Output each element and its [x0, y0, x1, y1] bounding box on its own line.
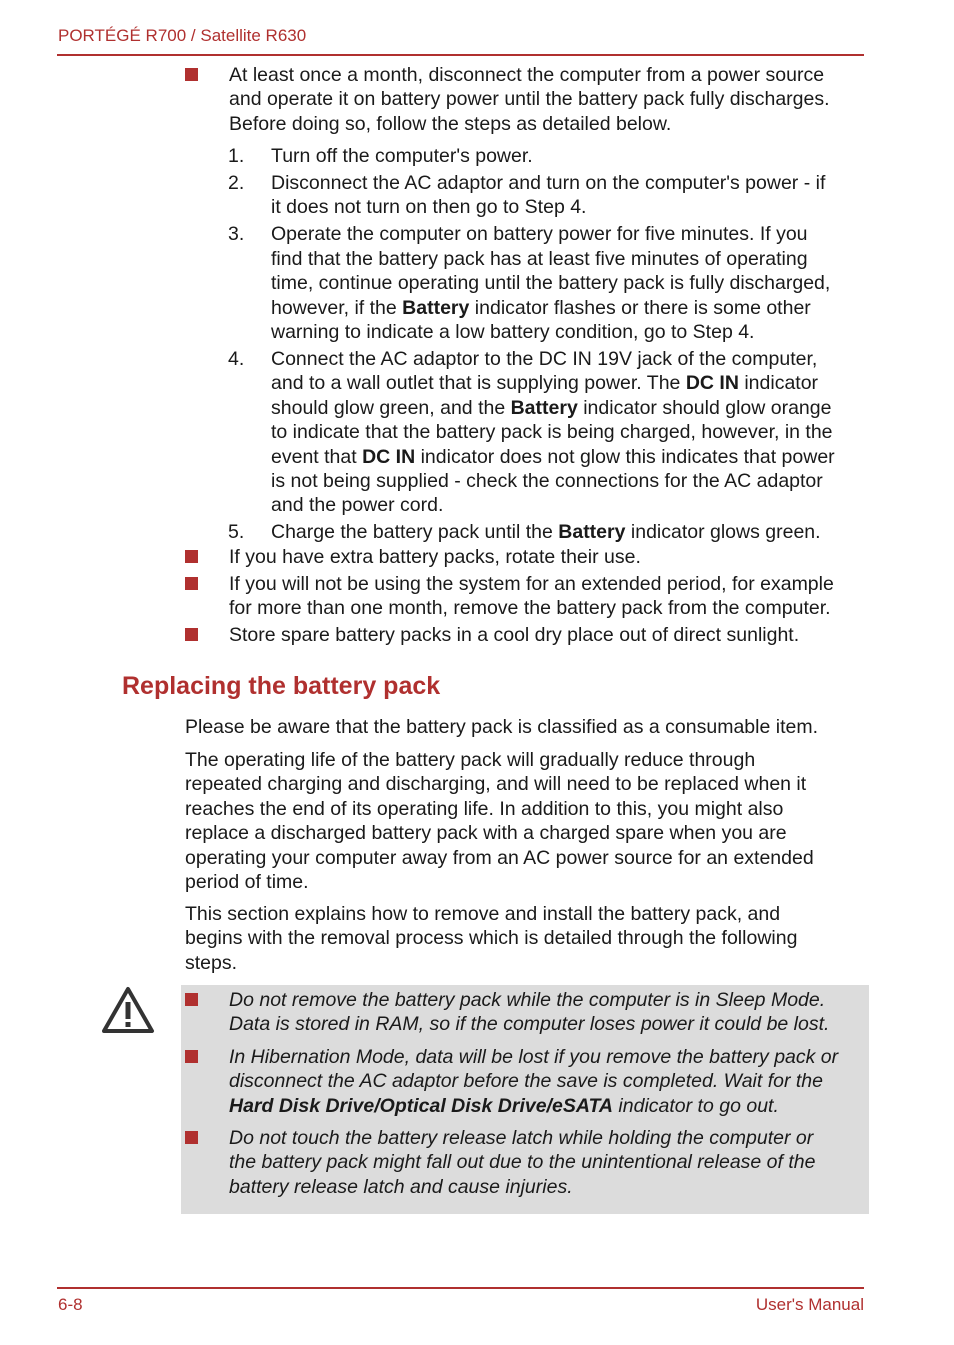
bullet-item: Store spare battery packs in a cool dry place out of direct sunlight.	[185, 623, 865, 647]
step-number: 3.	[228, 223, 245, 246]
dc-in-label: DC IN	[362, 445, 416, 468]
paragraph: This section explains how to remove and install the battery pack, and begins with the removal process which is detailed through the following steps.	[185, 903, 798, 974]
step-number: 5.	[228, 521, 245, 544]
bullet-square-icon	[185, 993, 198, 1006]
step-item: 4. Connect the AC adaptor to the DC IN 19V jack of the computer, and to a wall outlet that is supplying power. The DC IN indicator should glow green, and the Battery indicator should glow orange to indicate that the battery pack is being charged, however, in the event that DC IN indicator does not glow this indicates that power is not being supplied - check the connections for the AC adaptor and the power cord.	[228, 348, 835, 517]
step-item: 1. Turn off the computer's power.	[228, 145, 533, 167]
warning-item: Do not remove the battery pack while the computer is in Sleep Mode. Data is stored in RAM, so if the computer loses power it could be lost.	[185, 988, 869, 1037]
header-rule	[57, 54, 864, 56]
step-number: 4.	[228, 348, 245, 371]
drive-indicator-label: Hard Disk Drive/Optical Disk Drive/eSATA	[229, 1094, 614, 1117]
bullet-item: If you will not be using the system for an extended period, for example for more than one month, remove the battery pack from the computer.	[185, 572, 865, 621]
warning-item: Do not touch the battery release latch while holding the computer or the battery pack might fall out due to the unintentional release of the battery release latch and cause injuries.	[185, 1126, 869, 1199]
bullet-square-icon	[185, 68, 198, 81]
bullet-square-icon	[185, 550, 198, 563]
dc-in-label: DC IN	[685, 372, 739, 395]
battery-indicator-label: Battery	[510, 396, 578, 419]
battery-indicator-label: Battery	[402, 296, 470, 319]
step-number: 2.	[228, 172, 245, 194]
warning-item: In Hibernation Mode, data will be lost if you remove the battery pack or disconnect the AC adaptor before the save is completed. Wait for the Hard Disk Drive/Optical Disk Drive/eSATA indicator to go out.	[185, 1045, 869, 1118]
page-number: 6-8	[58, 1295, 83, 1314]
battery-indicator-label: Battery	[558, 521, 626, 544]
step-item: 3. Operate the computer on battery power for five minutes. If you find that the battery pack has at least five minutes of operating time, continue operating until the battery pack is fully discharged, however, if the Battery indicator flashes or there is some other warning to indicate a low battery condition, go to Step 4.	[228, 223, 831, 344]
manual-title: User's Manual	[755, 1295, 864, 1314]
bullet-square-icon	[185, 1131, 198, 1144]
footer-rule	[57, 1287, 864, 1289]
warning-triangle-icon	[101, 986, 155, 1034]
bullet-item: At least once a month, disconnect the computer from a power source and operate it on battery power until the battery pack fully discharges. Before doing so, follow the steps as detailed below.	[185, 63, 865, 136]
step-number: 1.	[228, 145, 245, 167]
paragraph: The operating life of the battery pack will gradually reduce through repeated charging and discharging, and will need to be replaced when it reaches the end of its operating life. In addition to this, you might also replace a discharged battery pack with a charged spare when you are operating your computer away from an AC power source for an extended period of time.	[185, 749, 814, 894]
bullet-square-icon	[185, 628, 198, 641]
bullet-square-icon	[185, 577, 198, 590]
section-heading: Replacing the battery pack	[122, 672, 441, 700]
bullet-item: If you have extra battery packs, rotate their use.	[185, 545, 865, 569]
bullet-square-icon	[185, 1050, 198, 1063]
header-title: PORTÉGÉ R700 / Satellite R630	[58, 26, 307, 45]
step-item: 5. Charge the battery pack until the Battery indicator glows green.	[228, 521, 821, 544]
paragraph: Please be aware that the battery pack is classified as a consumable item.	[185, 716, 818, 738]
step-item: 2. Disconnect the AC adaptor and turn on the computer's power - if it does not turn on then go to Step 4.	[228, 172, 826, 219]
numbered-steps	[228, 144, 868, 545]
